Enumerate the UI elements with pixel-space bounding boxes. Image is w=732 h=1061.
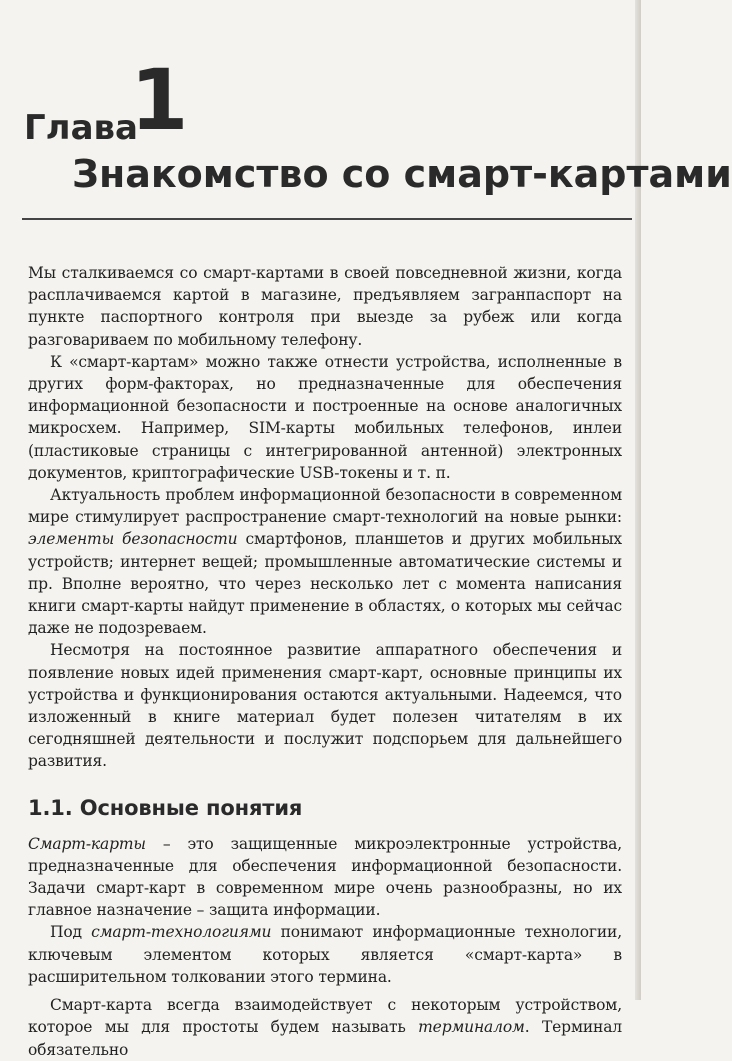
chapter-word: Глава: [24, 108, 138, 148]
chapter-title: Знакомство со смарт-картами: [72, 152, 732, 196]
paragraph-text: понимают информационные технологии, ключевым элементом которых является «смарт-карта» в расширительном толковании этого термина.: [28, 923, 622, 986]
paragraph: [28, 484, 622, 639]
paragraph: [28, 833, 622, 922]
paragraph-text: Актуальность проблем информационной безопасности в современном мире стимулирует распространение смарт-технологий на новые рынки:: [28, 486, 622, 527]
page-body: [28, 262, 622, 1061]
section-heading: 1.1. Основные понятия: [28, 795, 303, 820]
paragraph-text: – это защищенные микроэлектронные устройства, предназначенные для обеспечения информационной безопасности. Задачи смарт-карт в современном мире очень разнообразны, но их главное назначение – защита информации.: [28, 834, 622, 920]
emphasis-term: смарт-технологиями: [91, 923, 272, 942]
chapter-header: [22, 30, 732, 215]
paragraph: К «смарт-картам» можно также отнести устройства, исполненные в других форм-факторах, но предназначенные для обеспечения информационной безопасности и построенные на основе аналогичных микросхем. Например, SIM-карты мобильных телефонов, инлеи (пластиковые страницы с интегрированной антенной) электронных документов, криптографические USB-токены и т. п.: [28, 352, 622, 482]
paragraph-text: Смарт-карта всегда взаимодействует с некоторым устройством, которое мы для простоты будем называть: [28, 996, 622, 1037]
chapter-label: [22, 51, 192, 149]
paragraph: [28, 994, 622, 1061]
chapter-number: 1: [130, 51, 189, 149]
page-edge: [635, 0, 641, 1000]
chapter-divider: [22, 218, 632, 220]
paragraph-text: смартфонов, планшетов и других мобильных устройств; интернет вещей; промышленные автоматические системы и пр. Вполне вероятно, что через несколько лет с момента написания книги смарт-карты найдут применение в областях, о которых мы сейчас даже не подозреваем.: [28, 530, 622, 638]
emphasis-term: терминалом: [418, 1018, 525, 1037]
paragraph-text: Под: [50, 923, 92, 942]
emphasis-term: элементы безопасности: [28, 530, 238, 549]
paragraph: Несмотря на постоянное развитие аппаратного обеспечения и появление новых идей применения смарт-карт, основные принципы их устройства и функционирования остаются актуальными. Надеемся, что изложенный в книге материал будет полезен читателям в их сегодняшней деятельности и послужит подспорьем для дальнейшего развития.: [28, 641, 622, 771]
paragraph: [28, 921, 622, 988]
paragraph: Мы сталкиваемся со смарт-картами в своей повседневной жизни, когда расплачиваемся картой в магазине, предъявляем загранпаспорт на пункте паспортного контроля при выезде за рубеж или когда разговариваем по мобильному телефону.: [28, 264, 622, 349]
emphasis-term: Смарт-карты: [28, 834, 146, 853]
paragraph-text: . Терминал обязательно: [28, 1018, 622, 1059]
